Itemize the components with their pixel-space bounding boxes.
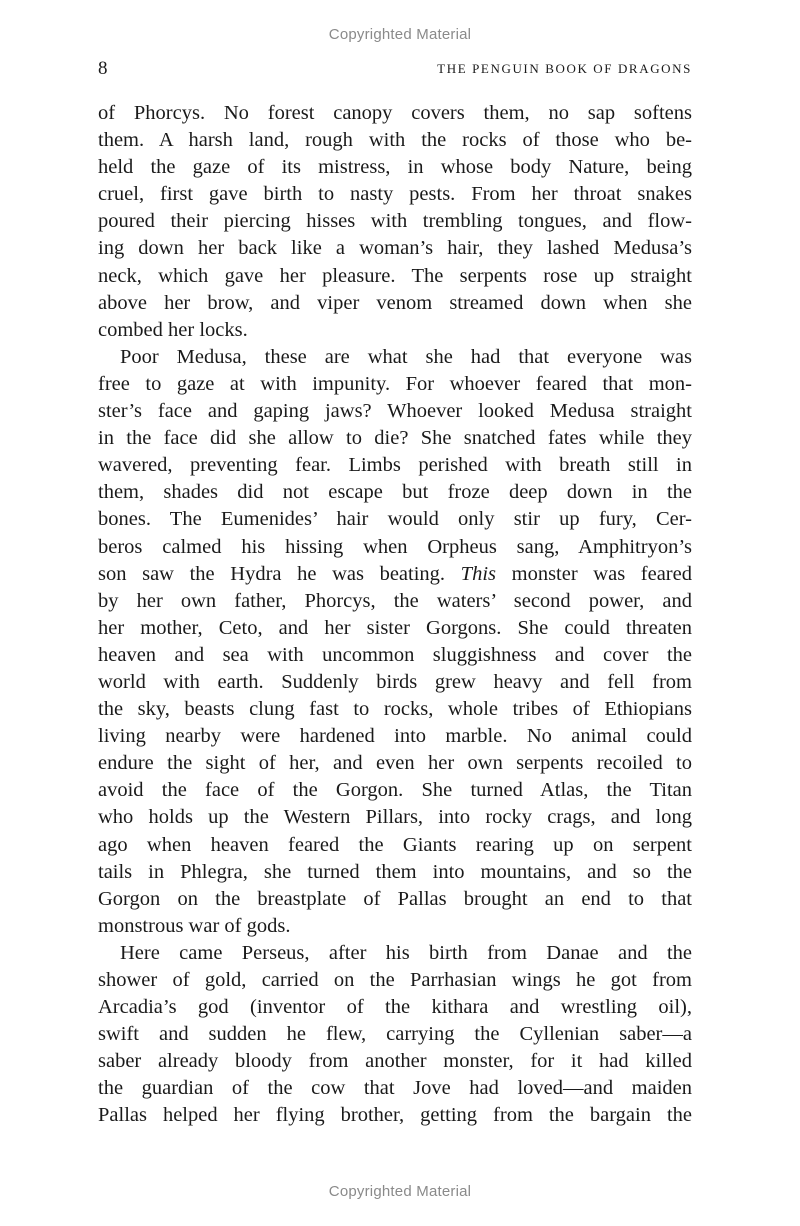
text-line: Here came Perseus, after his birth from Danae and the xyxy=(120,941,692,964)
text-line: them, shades did not escape but froze deep down in the xyxy=(98,481,692,504)
text-line: bones. The Eumenides’ hair would only stir up fury, Cer- xyxy=(98,508,692,531)
text-line: neck, which gave her pleasure. The serpents rose up straight xyxy=(98,264,692,287)
text-line-with-italic xyxy=(98,561,692,588)
copyright-watermark-top: Copyrighted Material xyxy=(328,26,472,43)
text-line: living nearby were hardened into marble. No animal could xyxy=(98,725,692,748)
book-title: THE PENGUIN BOOK OF DRAGONS xyxy=(437,61,692,76)
text-line: Gorgon on the breastplate of Pallas brought an end to that xyxy=(98,887,692,910)
text-line: shower of gold, carried on the Parrhasian wings he got from xyxy=(98,969,692,991)
text-fragment: son saw the Hydra he was beating. xyxy=(98,562,461,585)
text-line: cruel, first gave birth to nasty pests. From her throat snakes xyxy=(98,183,692,206)
text-line: swift and sudden he flew, carrying the Cyllenian saber—a xyxy=(98,1023,692,1046)
text-line: ago when heaven feared the Giants rearing up on serpent xyxy=(98,833,692,856)
page-number: 8 xyxy=(98,58,108,79)
text-line: the guardian of the cow that Jove had loved—and maiden xyxy=(98,1077,692,1100)
text-line: above her brow, and viper venom streamed down when she xyxy=(98,291,692,314)
text-line: saber already bloody from another monster, for it had killed xyxy=(98,1050,692,1073)
body-text xyxy=(98,100,692,1130)
text-line: heaven and sea with uncommon sluggishness and cover the xyxy=(98,643,692,666)
text-line: endure the sight of her, and even her own serpents recoiled to xyxy=(98,752,692,775)
text-line: the sky, beasts clung fast to rocks, whole tribes of Ethiopians xyxy=(98,698,692,721)
text-line: beros calmed his hissing when Orpheus sang, Amphitryon’s xyxy=(98,535,692,558)
text-line: free to gaze at with impunity. For whoever feared that mon- xyxy=(98,372,692,395)
italic-word: This xyxy=(460,562,496,585)
text-line: ster’s face and gaping jaws? Whoever looked Medusa straight xyxy=(98,400,692,423)
text-line: combed her locks. xyxy=(98,318,248,341)
paragraph-2 xyxy=(98,344,692,940)
paragraph-1 xyxy=(98,100,692,344)
text-line: avoid the face of the Gorgon. She turned Atlas, the Titan xyxy=(98,779,692,802)
text-line: of Phorcys. No forest canopy covers them, no sap softens xyxy=(98,102,692,124)
text-fragment: monster was feared xyxy=(496,562,692,585)
text-line: Pallas helped her flying brother, getting from the bargain the xyxy=(98,1104,692,1127)
text-line: in the face did she allow to die? She snatched fates while they xyxy=(98,427,692,450)
text-line: world with earth. Suddenly birds grew heavy and fell from xyxy=(98,670,692,693)
text-line: them. A harsh land, rough with the rocks of those who be- xyxy=(98,129,692,152)
paragraph-3 xyxy=(98,940,692,1130)
text-line: poured their piercing hisses with trembling tongues, and flow- xyxy=(98,210,692,233)
text-line: who holds up the Western Pillars, into rocky crags, and long xyxy=(98,806,692,829)
text-line: ing down her back like a woman’s hair, they lashed Medusa’s xyxy=(98,237,692,260)
text-line: Arcadia’s god (inventor of the kithara and wrestling oil), xyxy=(98,996,692,1019)
running-head xyxy=(98,58,692,84)
text-line: tails in Phlegra, she turned them into mountains, and so the xyxy=(98,860,692,883)
copyright-watermark-bottom: Copyrighted Material xyxy=(328,1183,472,1200)
text-line: wavered, preventing fear. Limbs perished with breath still in xyxy=(98,454,692,477)
text-line: Poor Medusa, these are what she had that everyone was xyxy=(120,345,692,368)
text-line: her mother, Ceto, and her sister Gorgons. She could threaten xyxy=(98,616,692,639)
text-line: by her own father, Phorcys, the waters’ second power, and xyxy=(98,589,692,612)
text-line: monstrous war of gods. xyxy=(98,914,291,937)
text-line: held the gaze of its mistress, in whose body Nature, being xyxy=(98,156,692,179)
